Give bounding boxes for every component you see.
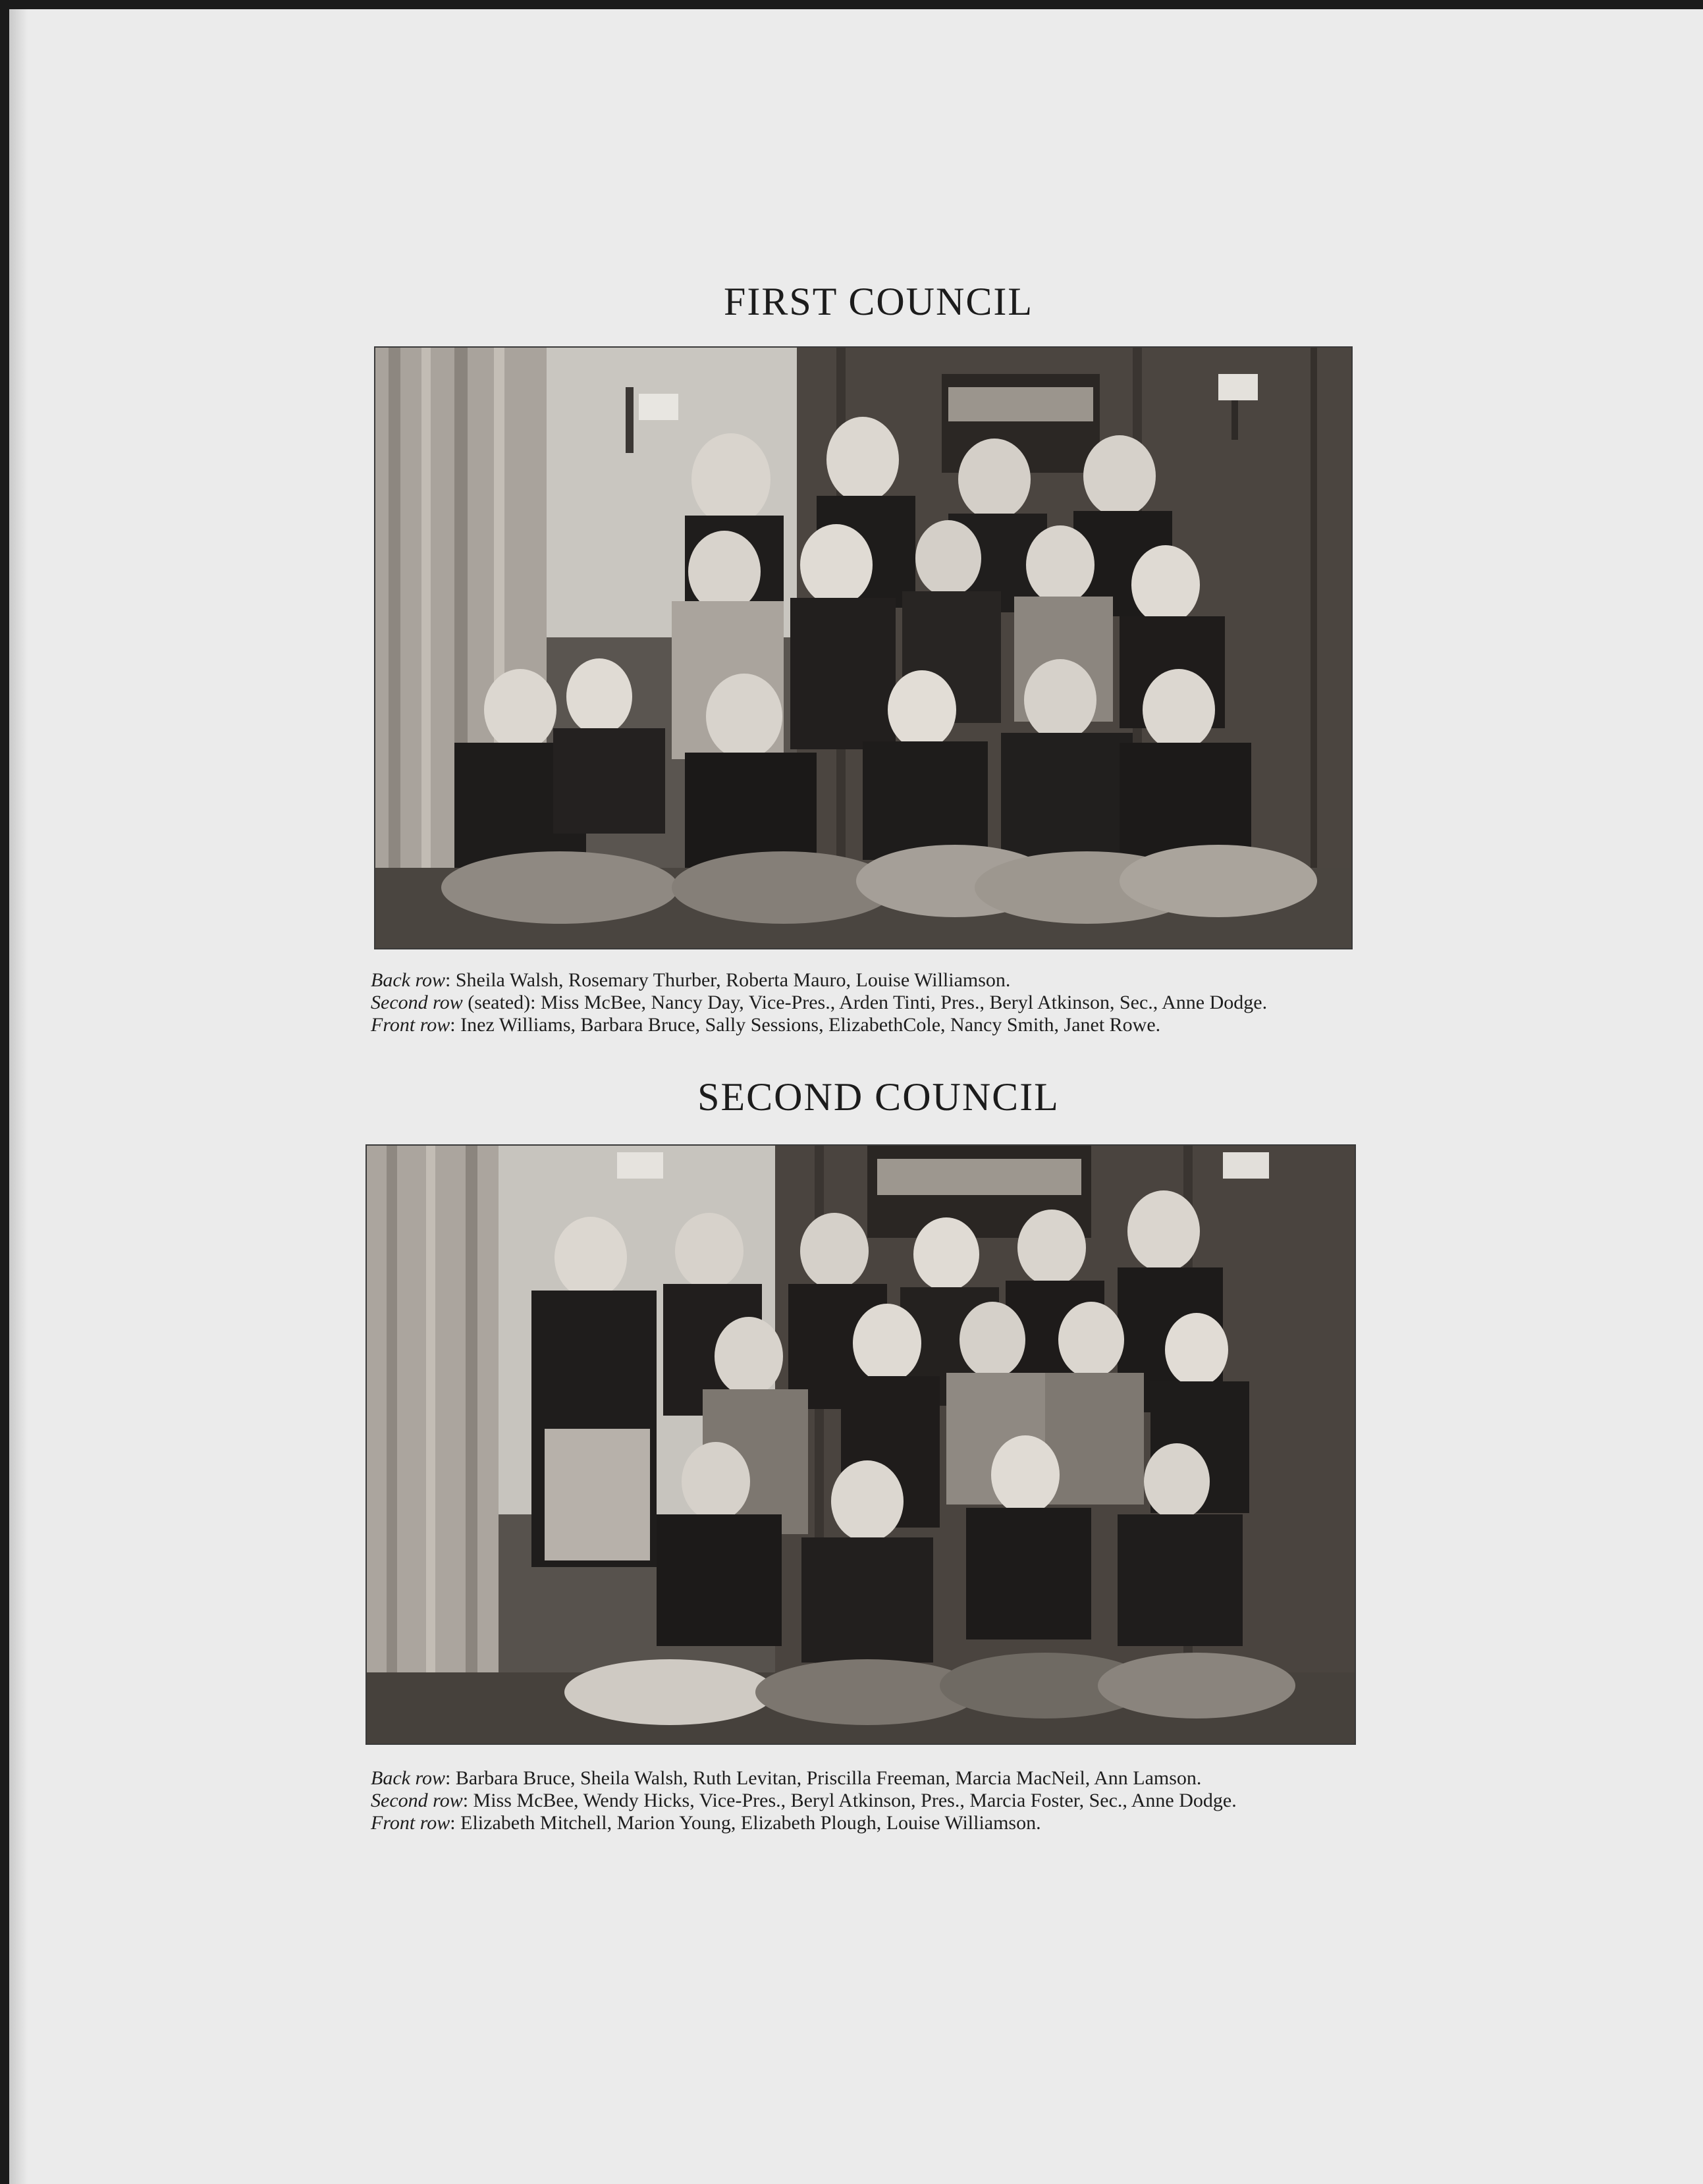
back-row-label: Back row bbox=[371, 1767, 446, 1789]
front-row-names: Inez Williams, Barbara Bruce, Sally Sessions, ElizabethCole, Nancy Smith, Janet Rowe. bbox=[460, 1014, 1161, 1036]
first-council-front-row: Front row: Inez Williams, Barbara Bruce, Sally Sessions, ElizabethCole, Nancy Smith, Janet Rowe. bbox=[371, 1014, 1161, 1036]
second-council-caption bbox=[371, 1767, 1359, 1834]
back-row-names: Barbara Bruce, Sheila Walsh, Ruth Levitan, Priscilla Freeman, Marcia MacNeil, Ann Lamson. bbox=[455, 1767, 1202, 1789]
yearbook-page bbox=[9, 9, 1703, 2184]
first-council-caption bbox=[371, 969, 1359, 1036]
back-row-label: Back row bbox=[371, 969, 446, 991]
front-row-names: Elizabeth Mitchell, Marion Young, Elizabeth Plough, Louise Williamson. bbox=[460, 1812, 1041, 1834]
second-row-label: Second row bbox=[371, 1790, 463, 1811]
second-row-names: Miss McBee, Wendy Hicks, Vice-Pres., Beryl Atkinson, Pres., Marcia Foster, Sec., Anne Dodge. bbox=[473, 1790, 1237, 1811]
second-council-front-row: Front row: Elizabeth Mitchell, Marion Young, Elizabeth Plough, Louise Williamson. bbox=[371, 1812, 1041, 1834]
second-row-names: (seated): Miss McBee, Nancy Day, Vice-Pres., Arden Tinti, Pres., Beryl Atkinson, Sec., Anne Dodge. bbox=[468, 992, 1268, 1013]
first-council-second-row bbox=[371, 992, 1359, 1014]
second-council-back-row: Back row: Barbara Bruce, Sheila Walsh, Ruth Levitan, Priscilla Freeman, Marcia MacNeil, Ann Lamson. bbox=[371, 1767, 1202, 1789]
page-spine-shadow bbox=[9, 9, 28, 2184]
front-row-label: Front row bbox=[371, 1014, 450, 1036]
second-council-second-row: Second row: Miss McBee, Wendy Hicks, Vice-Pres., Beryl Atkinson, Pres., Marcia Foster, Sec., Anne Dodge. bbox=[371, 1790, 1237, 1811]
first-council-group-photo bbox=[374, 346, 1353, 949]
second-row-label: Second row bbox=[371, 992, 463, 1013]
front-row-label: Front row bbox=[371, 1812, 450, 1834]
first-council-photo-image bbox=[375, 348, 1351, 948]
first-council-back-row: Back row: Sheila Walsh, Rosemary Thurber, Roberta Mauro, Louise Williamson. bbox=[371, 969, 1011, 991]
second-council-title: SECOND COUNCIL bbox=[697, 1075, 1060, 1119]
back-row-names: Sheila Walsh, Rosemary Thurber, Roberta Mauro, Louise Williamson. bbox=[455, 969, 1011, 991]
second-council-group-photo bbox=[365, 1144, 1356, 1745]
first-council-title: FIRST COUNCIL bbox=[724, 280, 1033, 323]
second-council-photo-image bbox=[367, 1146, 1355, 1744]
